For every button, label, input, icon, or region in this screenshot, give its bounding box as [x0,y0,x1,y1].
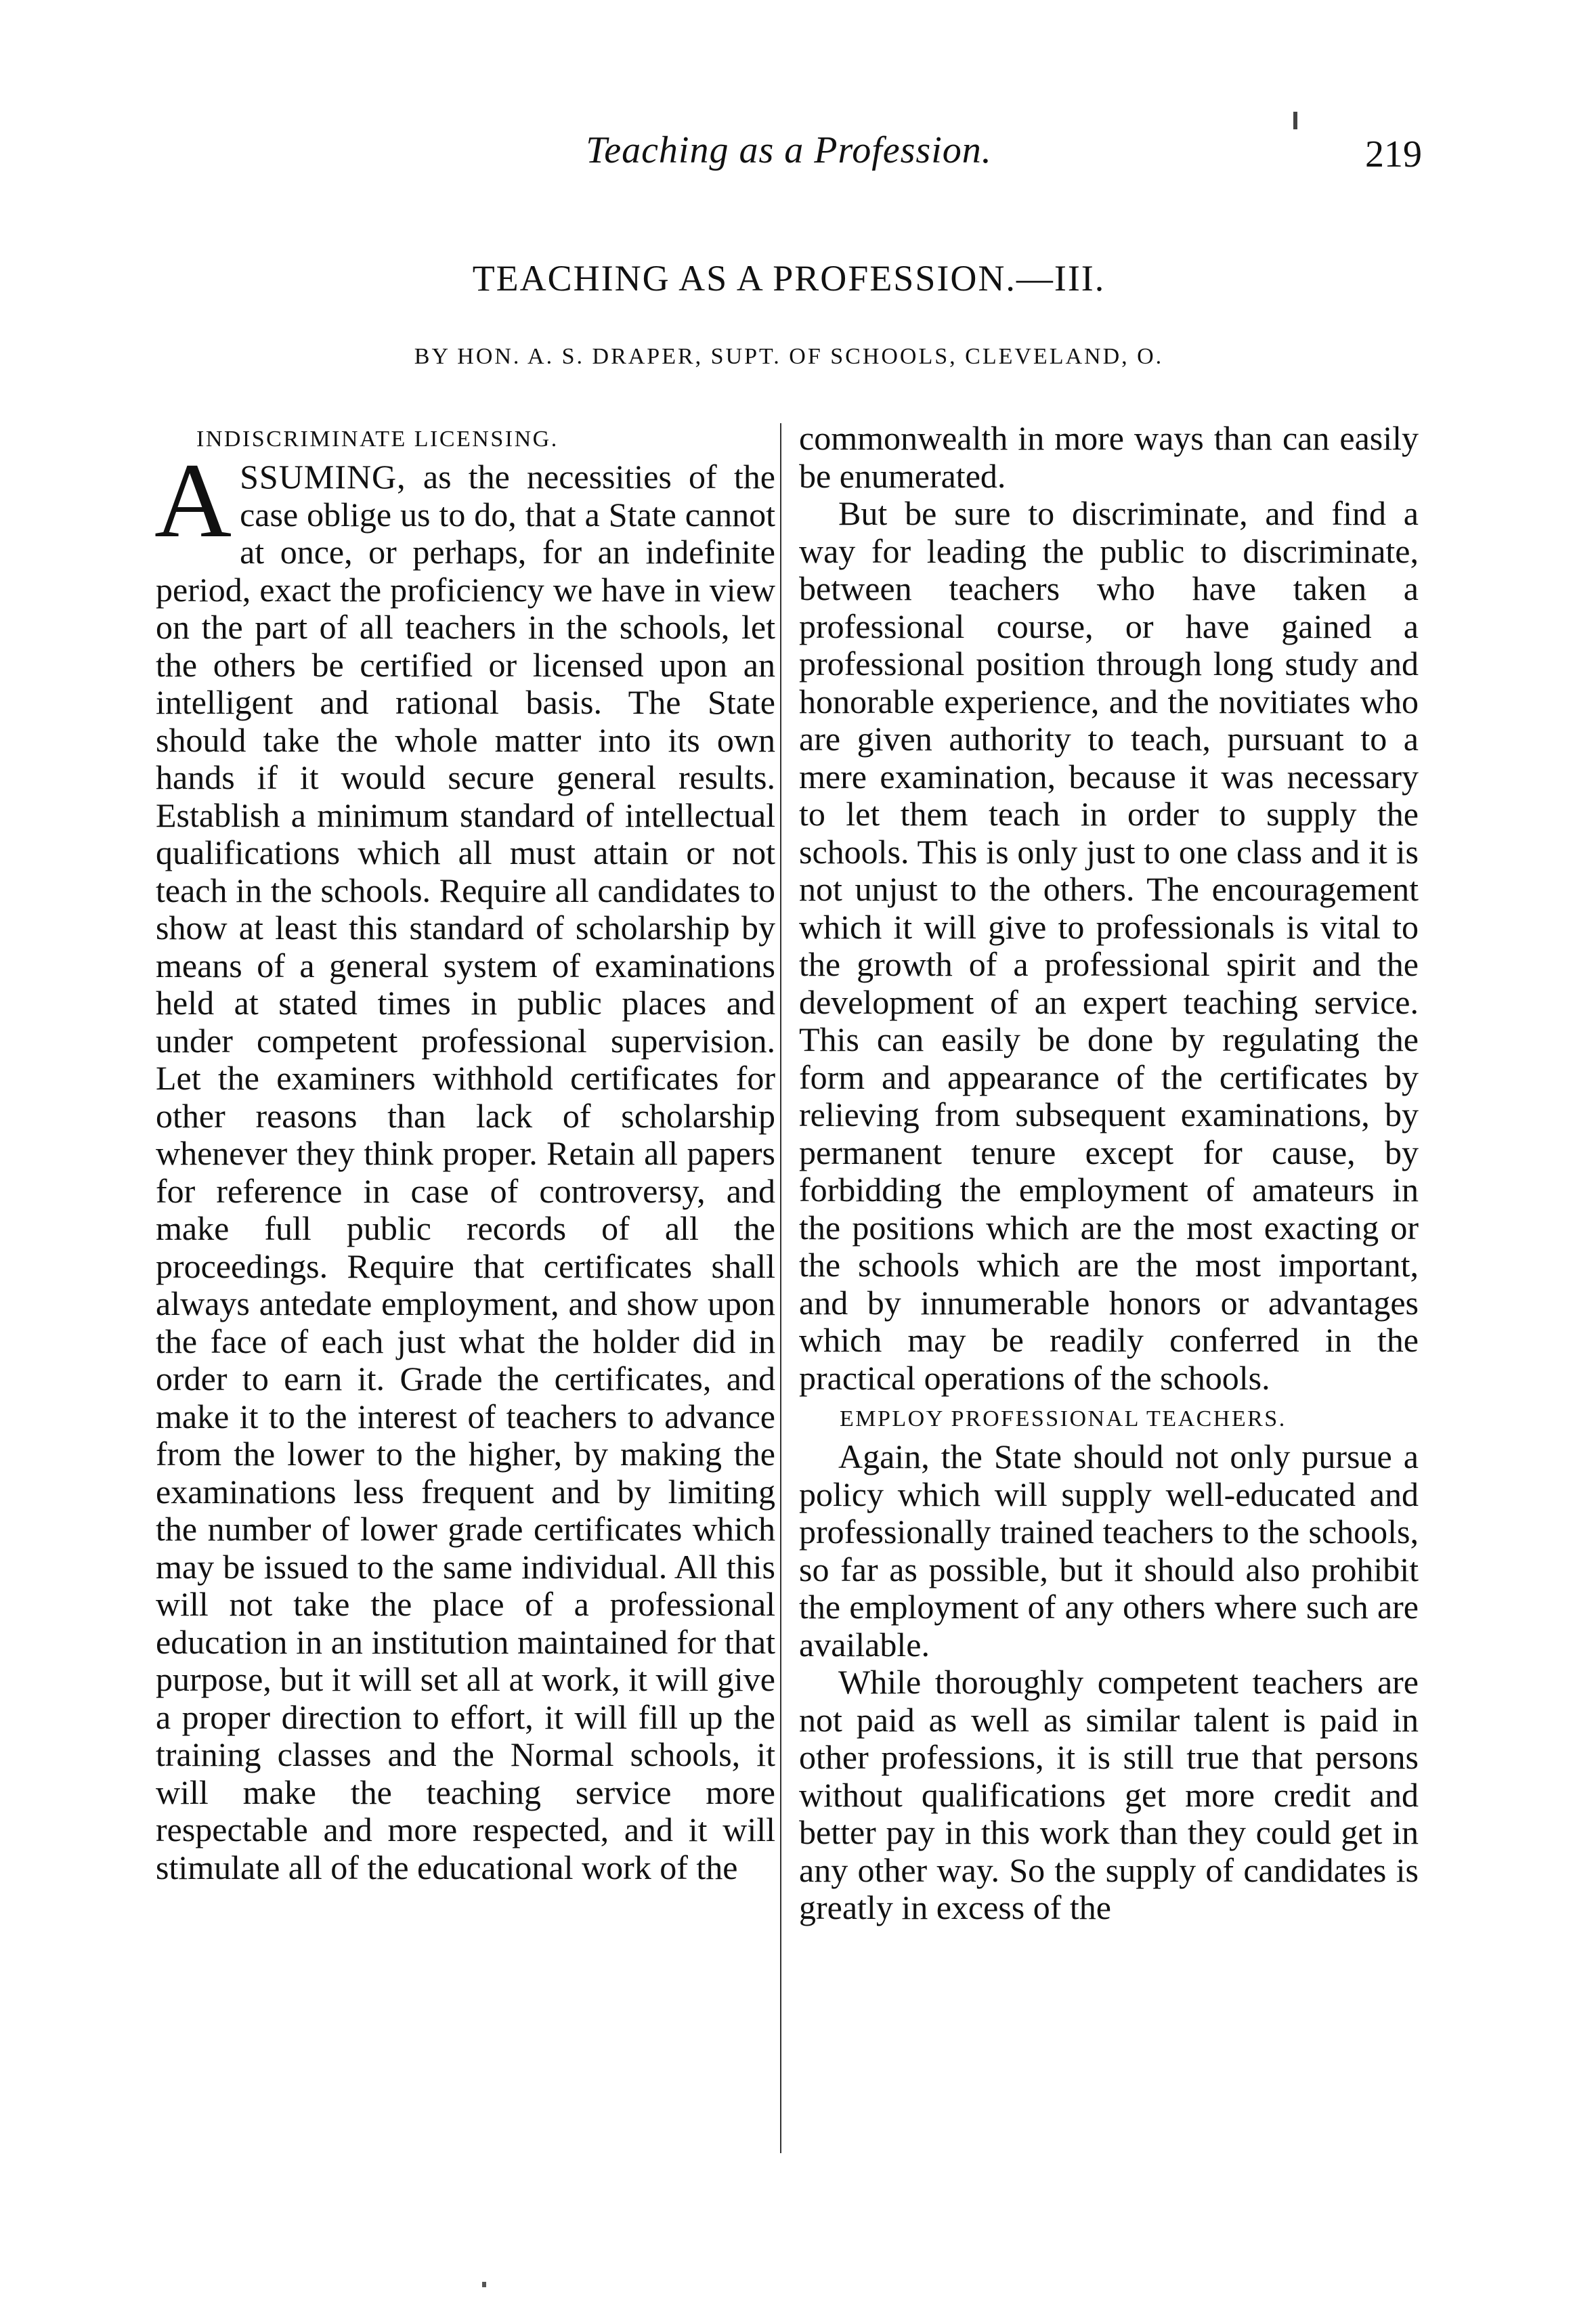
continued-paragraph: commonwealth in more ways than can easily be enumerated. [799,419,1419,495]
running-head [156,129,1422,190]
running-title: Teaching as a Profession. [586,129,992,171]
section-heading-licensing: INDISCRIMINATE LICENSING. [196,427,559,452]
right-column [799,420,1419,1927]
drop-cap: A [154,441,232,560]
margin-mark [1293,112,1297,129]
paragraph-text: as the necessities of the case oblige us to do, that a State cannot at once, or perhaps, for an indefinite period, exact the proficiency we have in view on the part of all teachers in the schools, let the others be certified or licensed upon an intelligent and rational basis. The State should take the whole matter into its own hands if it would secure general results. Establish a minimum standard of intellectual qualifications which all must attain or not teach in the schools. Require all candidates to show at least this standard of scholarship by means of a general system of examinations held at stated times in public places and under competent professional supervision. Let the examiners withhold certificates for other reasons than lack of scholarship whenever they think proper. Retain all papers for reference in case of controversy, and make full public records of all the proceedings. Require that certificates shall always antedate employment, and show upon the face of each just what the holder did in order to earn it. Grade the certificates, and make it to the interest of teachers to advance from the lower to the higher, by making the examinations less frequent and by limiting the number of lower grade certificates which may be issued to the same individual. All this will not take the place of a professional education in an institution maintained for that purpose, but it will set all at work, it will give a proper direction to effort, it will fill up the training classes and the Normal schools, it will make the teaching service more respectable and more respected, and it will stimulate all of the educational work of the [156,458,775,1886]
section-heading-employ: EMPLOY PROFESSIONAL TEACHERS. [840,1406,1287,1431]
opening-paragraph [154,441,775,1886]
paragraph-while: While thoroughly competent teachers are not paid as well as similar talent is paid in other professions, it is still true that persons without qualifications get more credit and better pay in this work than they could get in any other way. So the supply of candidates is greatly in excess of the [799,1663,1419,1926]
paragraph-discriminate: But be sure to discriminate, and find a way for leading the public to discriminate, between teachers who have taken a professional course, or have gained a professional position through long study and honorable experience, and the novitiates who are given authority to teach, pursuant to a mere examination, because it was necessary to let them teach in order to supply the schools. This is only just to one class and it is not unjust to the others. The encouragement which it will give to professionals is vital to the growth of a professional spirit and the development of an expert teaching service. This can easily be done by regulating the form and appearance of the certificates by relieving from subsequent examinations, by permanent tenure except for cause, by forbidding the employment of amateurs in the positions which are the most exacting or the schools which are the most important, and by innumerable honors or advantages which may be readily conferred in the practical operations of the schools. [799,494,1419,1397]
footer-mark [482,2282,486,2287]
page-number: 219 [1365,133,1422,175]
paragraph-again: Again, the State should not only pursue a policy which will supply well-educated and professionally trained teachers to the schools, so far as possible, but it should also prohibit the employment of any others where such are available. [799,1437,1419,1664]
article-byline: BY HON. A. S. DRAPER, SUPT. OF SCHOOLS, CLEVELAND, O. [414,344,1164,369]
article-title: TEACHING AS A PROFESSION.—III. [472,258,1106,299]
left-column [156,420,775,1886]
opening-words: SSUMING, [240,458,406,496]
column-divider [780,423,781,2153]
